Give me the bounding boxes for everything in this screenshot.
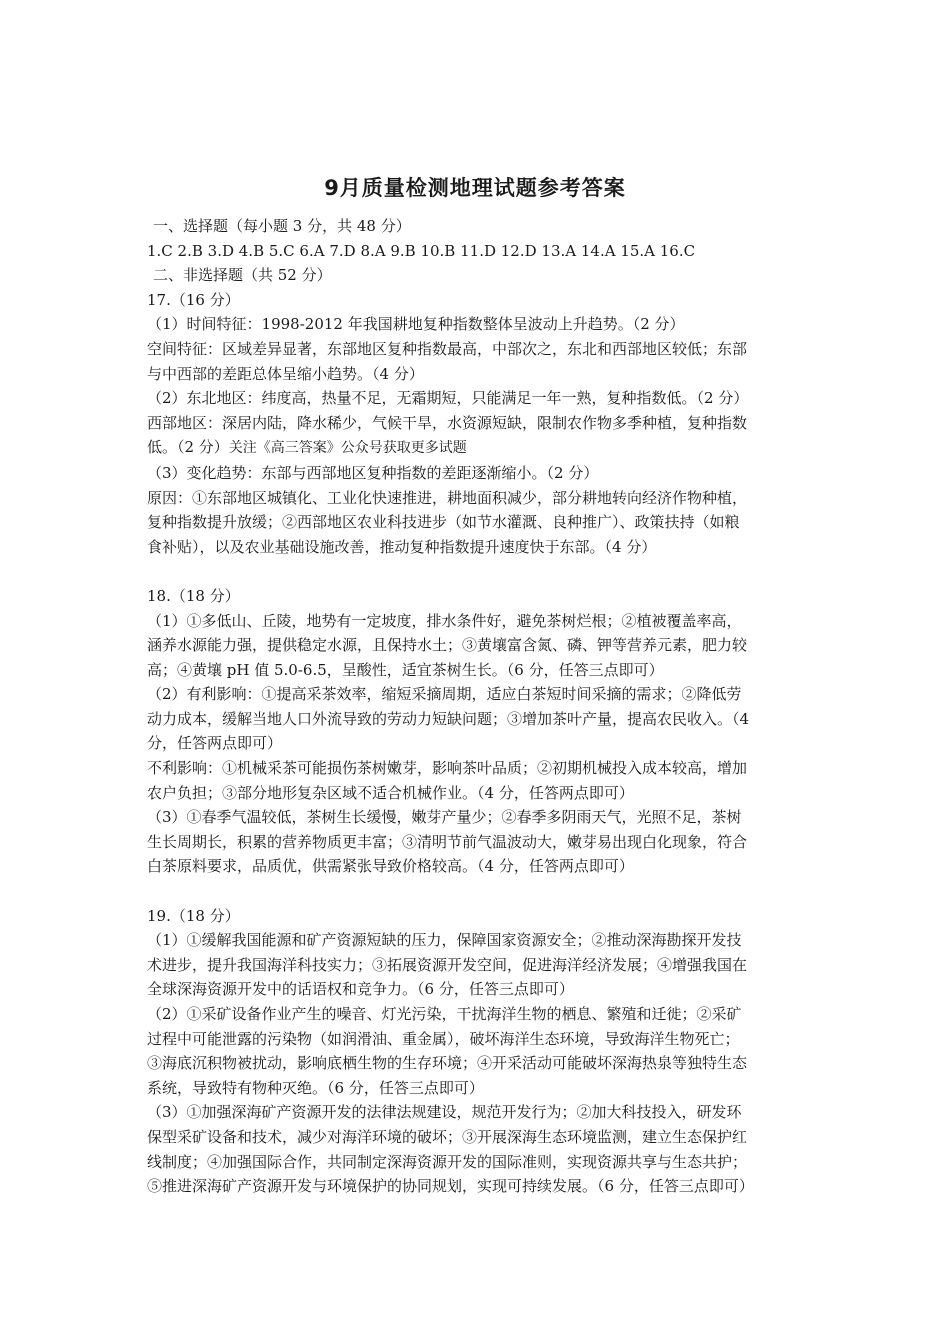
q19-line: 术进步，提升我国海洋科技实力；③拓展资源开发空间，促进海洋经济发展；④增强我国在 bbox=[147, 955, 748, 974]
section-heading-choice: 一、选择题（每小题 3 分，共 48 分） bbox=[153, 217, 411, 235]
q18-line: 生长周期长，积累的营养物质更丰富；③清明节前气温波动大，嫩芽易出现白化现象，符合 bbox=[147, 832, 748, 851]
q17-line: （2）东北地区：纬度高，热量不足，无霜期短，只能满足一年一熟，复种指数低。（2 分） bbox=[147, 389, 749, 408]
q18-line: 不利影响：①机械采茶可能损伤茶树嫩芽，影响茶叶品质；②初期机械投入成本较高，增加 bbox=[147, 759, 748, 778]
question-17-heading: 17.（16 分） bbox=[147, 290, 240, 309]
q17-line: （1）时间特征：1998-2012 年我国耕地复种指数整体呈波动上升趋势。（2 分） bbox=[147, 315, 685, 334]
q19-line: （1）①缓解我国能源和矿产资源短缺的压力，保障国家资源安全；②推动深海勘探开发技 bbox=[147, 931, 742, 950]
q18-line: 白茶原料要求，品质优，供需紧张导致价格较高。（4 分，任答两点即可） bbox=[147, 857, 634, 876]
q18-line: 动力成本，缓解当地人口外流导致的劳动力短缺问题；③增加茶叶产量，提高农民收入。（4 bbox=[147, 709, 750, 728]
q19-line: （2）①采矿设备作业产生的噪音、灯光污染，干扰海洋生物的栖息、繁殖和迁徙；②采矿 bbox=[147, 1005, 742, 1023]
spacer bbox=[147, 559, 827, 584]
q18-line: （2）有利影响：①提高采茶效率，缩短采摘周期，适应白茶短时间采摘的需求；②降低劳 bbox=[147, 685, 742, 704]
q17-line: 复种指数提升放缓；②西部地区农业科技进步（如节水灌溉、良种推广）、政策扶持（如粮 bbox=[147, 513, 740, 532]
q18-line: 涵养水源能力强，提供稳定水源，且保持水土；③黄壤富含氮、磷、钾等营养元素，肥力较 bbox=[147, 636, 748, 655]
question-18-heading: 18.（18 分） bbox=[147, 586, 240, 605]
page-title: 9月质量检测地理试题参考答案 bbox=[324, 176, 626, 200]
q18-line: 分，任答两点即可） bbox=[147, 734, 283, 753]
q17-line: 与中西部的差距总体呈缩小趋势。（4 分） bbox=[147, 364, 424, 383]
question-19-heading: 19.（18 分） bbox=[147, 906, 240, 925]
q19-line: ③海底沉积物被扰动，影响底栖生物的生存环境；④开采活动可能破坏深海热泉等独特生态 bbox=[147, 1054, 748, 1073]
q19-line: 线制度；④加强国际合作，共同制定深海资源开发的国际准则，实现资源共享与生态共护； bbox=[147, 1152, 748, 1171]
q17-line: 食补贴），以及农业基础设施改善，推动复种指数提升速度快于东部。（4 分） bbox=[147, 537, 657, 556]
q18-line: （1）①多低山、丘陵，地势有一定坡度，排水条件好，避免茶树烂根；②植被覆盖率高， bbox=[147, 611, 742, 630]
section-heading-nonchoice: 二、非选择题（共 52 分） bbox=[153, 266, 332, 285]
q17-line: （3）变化趋势：东部与西部地区复种指数的差距逐渐缩小。（2 分） bbox=[147, 463, 599, 482]
q18-line: （3）①春季气温较低，茶树生长缓慢，嫩芽产量少；②春季多阴雨天气，光照不足，茶树 bbox=[147, 808, 742, 827]
q18-line: 高；④黄壤 pH 值 5.0-6.5，呈酸性，适宜茶树生长。（6 分，任答三点即可） bbox=[147, 660, 664, 679]
q19-line: 过程中可能泄露的污染物（如润滑油、重金属），破坏海洋生态环境，导致海洋生物死亡； bbox=[147, 1029, 740, 1048]
q19-line: 全球深海资源开发中的话语权和竞争力。（6 分，任答三点即可） bbox=[147, 980, 574, 999]
q17-line bbox=[147, 435, 827, 461]
promo-note: 关注《高三答案》公众号获取更多试题 bbox=[228, 440, 467, 457]
choice-answers: 1.C 2.B 3.D 4.B 5.C 6.A 7.D 8.A 9.B 10.B 11.D 12.D 13.A 14.A 15.A 16.C bbox=[147, 241, 696, 260]
q19-line: （3）①加强深海矿产资源开发的法律法规建设，规范开发行为；②加大科技投入，研发环 bbox=[147, 1103, 742, 1122]
q19-line: ⑤推进深海矿产资源开发与环境保护的协同规划，实现可持续发展。（6 分，任答三点即可） bbox=[147, 1177, 754, 1196]
q19-line: 保型采矿设备和技术，减少对海洋环境的破坏；③开展深海生态环境监测，建立生态保护红 bbox=[147, 1127, 748, 1146]
q17-line: 西部地区：深居内陆，降水稀少，气候干旱，水资源短缺，限制农作物多季种植，复种指数 bbox=[147, 413, 748, 432]
q17-line: 空间特征：区域差异显著，东部地区复种指数最高，中部次之，东北和西部地区较低；东部 bbox=[147, 339, 748, 358]
q19-line: 系统，导致特有物种灭绝。（6 分，任答三点即可） bbox=[147, 1078, 484, 1097]
q18-line: 农户负担；③部分地形复杂区域不适合机械作业。（4 分，任答两点即可） bbox=[147, 783, 634, 802]
q17-line-text: 低。（2 分） bbox=[147, 438, 229, 457]
spacer bbox=[147, 879, 827, 904]
answer-body bbox=[147, 214, 827, 1199]
q17-line: 原因：①东部地区城镇化、工业化快速推进，耕地面积减少，部分耕地转向经济作物种植， bbox=[147, 488, 748, 507]
